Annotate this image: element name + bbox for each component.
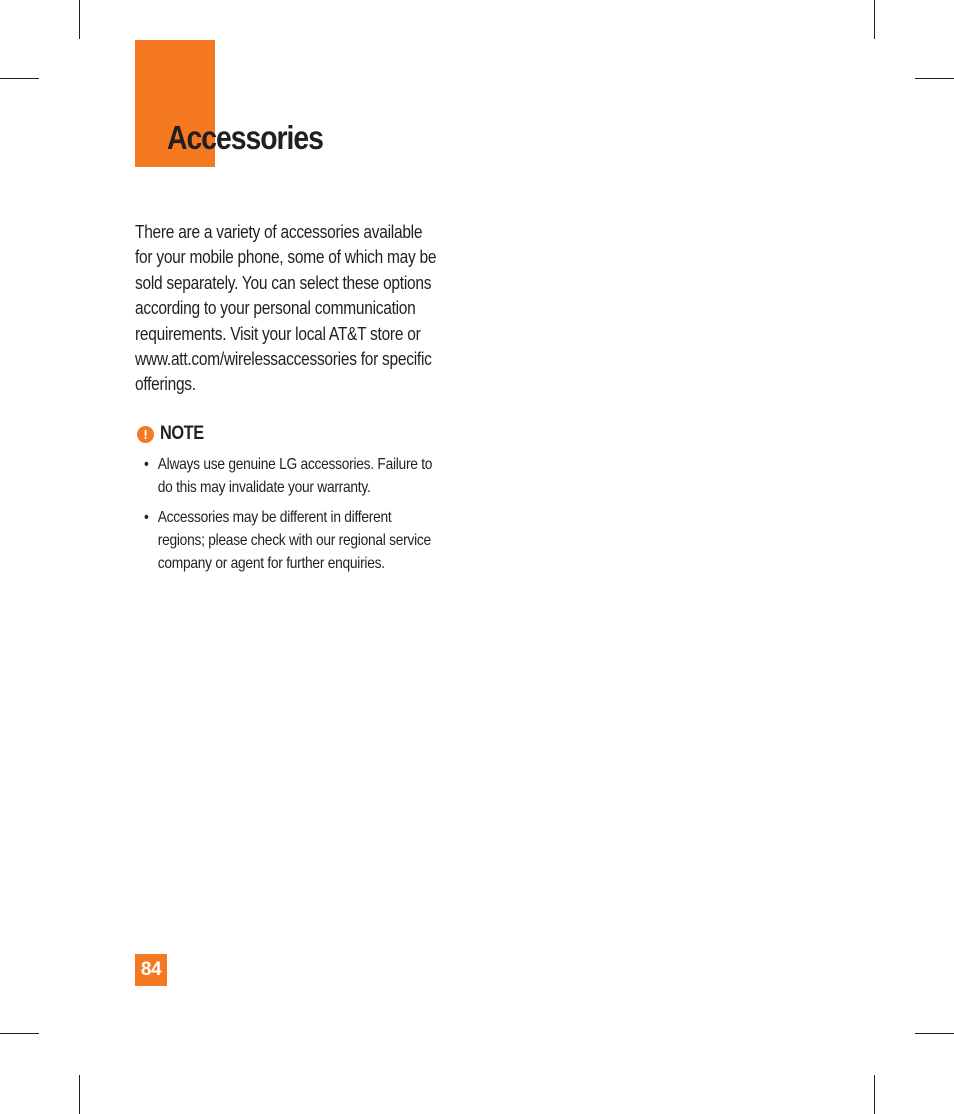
intro-line: There are a variety of accessories available [135,222,423,242]
note-item-line: regions; please check with our regional service [157,532,431,549]
crop-mark-top-left-horizontal [0,78,39,79]
crop-mark-top-right-vertical [874,0,875,39]
note-list [144,453,462,582]
crop-mark-bottom-right-horizontal [915,1033,954,1034]
note-item [144,453,462,499]
intro-line: requirements. Visit your local AT&T store or [135,323,421,344]
crop-mark-bottom-left-vertical [79,1075,80,1114]
crop-mark-bottom-right-vertical [874,1075,875,1114]
intro-line: www.att.com/wirelessaccessories for specific [135,349,432,370]
note-item-line: Always use genuine LG accessories. Failure to [157,456,433,473]
note-item [144,506,462,575]
crop-mark-bottom-left-horizontal [0,1033,39,1034]
page-number: 84 [135,954,167,986]
note-item-line: company or agent for further enquiries. [157,555,385,572]
intro-line: according to your personal communication [135,298,416,319]
page-title: Accessories [167,119,323,156]
note-heading [137,423,211,445]
intro-line: offerings. [135,374,196,395]
intro-line: for your mobile phone, some of which may be [135,247,437,268]
intro-line: sold separately. You can select these options [135,272,432,293]
crop-mark-top-left-vertical [79,0,80,39]
note-item-line: Accessories may be different in different [157,509,392,526]
intro-paragraph [135,220,437,398]
bullet: • [144,456,149,473]
note-label: NOTE [160,423,204,444]
note-item-line: do this may invalidate your warranty. [157,479,371,496]
bullet: • [144,509,149,526]
crop-mark-top-right-horizontal [915,78,954,79]
exclamation-icon: ! [137,426,154,443]
